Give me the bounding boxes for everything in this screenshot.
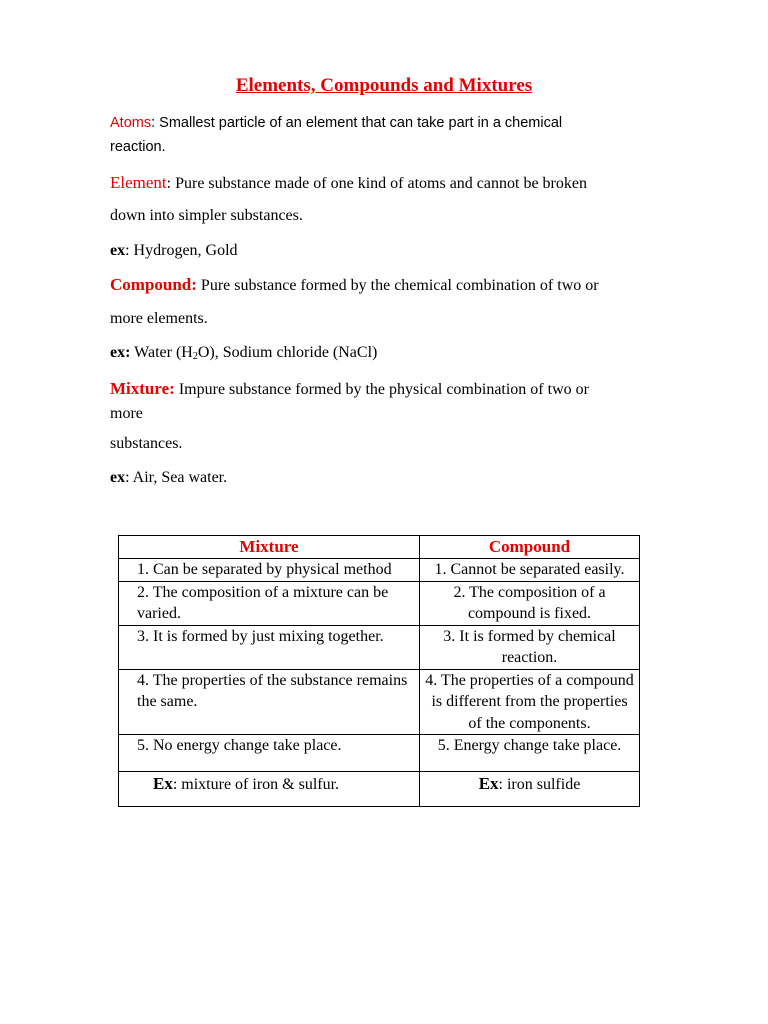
element-ex-label: ex [110,242,126,259]
compound-definition [110,275,670,296]
table-row [119,735,640,772]
compound-example-cell [420,772,640,807]
compound-ex-text-a: Water (H [130,344,193,361]
table-row [119,625,640,669]
compound-example-text: : iron sulfide [498,776,581,793]
atoms-colon: : [151,115,156,131]
compound-ex-text-b: O), Sodium chloride (NaCl) [197,344,378,361]
mixture-example [110,468,670,488]
table-example-row [119,772,640,807]
mixture-cell: 2. The composition of a mixture can be varied. [119,581,420,625]
mixture-example-text: : mixture of iron & sulfur. [172,776,340,793]
element-term: Element [110,173,167,192]
mixture-cell: 3. It is formed by just mixing together. [119,625,420,669]
page-title: Elements, Compounds and Mixtures [235,75,533,96]
compound-definition-cont [110,309,670,329]
mixture-ex-text: : Air, Sea water. [125,469,228,486]
atoms-term: Atoms [110,115,152,131]
element-definition-cont [110,206,670,226]
compound-text-2: more elements. [110,310,208,327]
compound-text-1: Pure substance formed by the chemical combination of two or [196,277,599,294]
compound-example [110,343,670,363]
mixture-definition-cont [110,434,670,454]
atoms-text-2: reaction. [110,139,166,155]
mixture-example-label: Ex [153,774,173,793]
mixture-text-3: substances. [110,435,183,452]
compound-cell: 1. Cannot be separated easily. [420,559,640,582]
compound-cell: 3. It is formed by chemical reaction. [420,625,640,669]
mixture-term: Mixture: [110,379,175,398]
mixture-text-1: Impure substance formed by the physical combination of two or [174,381,589,398]
mixture-ex-label: ex [110,469,126,486]
element-definition [110,173,670,194]
compound-cell: 2. The composition of a compound is fixed. [420,581,640,625]
mixture-definition [110,377,670,426]
element-text-2: down into simpler substances. [110,207,303,224]
compound-ex-label: ex: [110,344,131,361]
mixture-example-cell [119,772,420,807]
table-row [119,669,640,735]
mixture-cell: 4. The properties of the substance remains the same. [119,669,420,735]
compound-example-label: Ex [478,774,499,793]
table-row [119,559,640,582]
header-compound: Compound [420,536,640,559]
element-example [110,241,670,261]
compound-term: Compound: [110,275,197,294]
compound-cell: 4. The properties of a compound is different from the properties of the components. [420,669,640,735]
compound-cell: 5. Energy change take place. [420,735,640,772]
mixture-cell: 1. Can be separated by physical method [119,559,420,582]
mixture-cell: 5. No energy change take place. [119,735,420,772]
element-ex-text: : Hydrogen, Gold [125,242,238,259]
element-text-1: : Pure substance made of one kind of atoms and cannot be broken [166,175,587,192]
header-mixture: Mixture [119,536,420,559]
compound-ex-subscript: 2 [192,351,198,362]
atoms-text: Smallest particle of an element that can take part in a chemical [155,115,563,131]
table-row [119,581,640,625]
comparison-table [118,535,640,807]
mixture-text-2: more [110,405,143,422]
atoms-definition [110,111,670,159]
table-header-row [119,536,640,559]
